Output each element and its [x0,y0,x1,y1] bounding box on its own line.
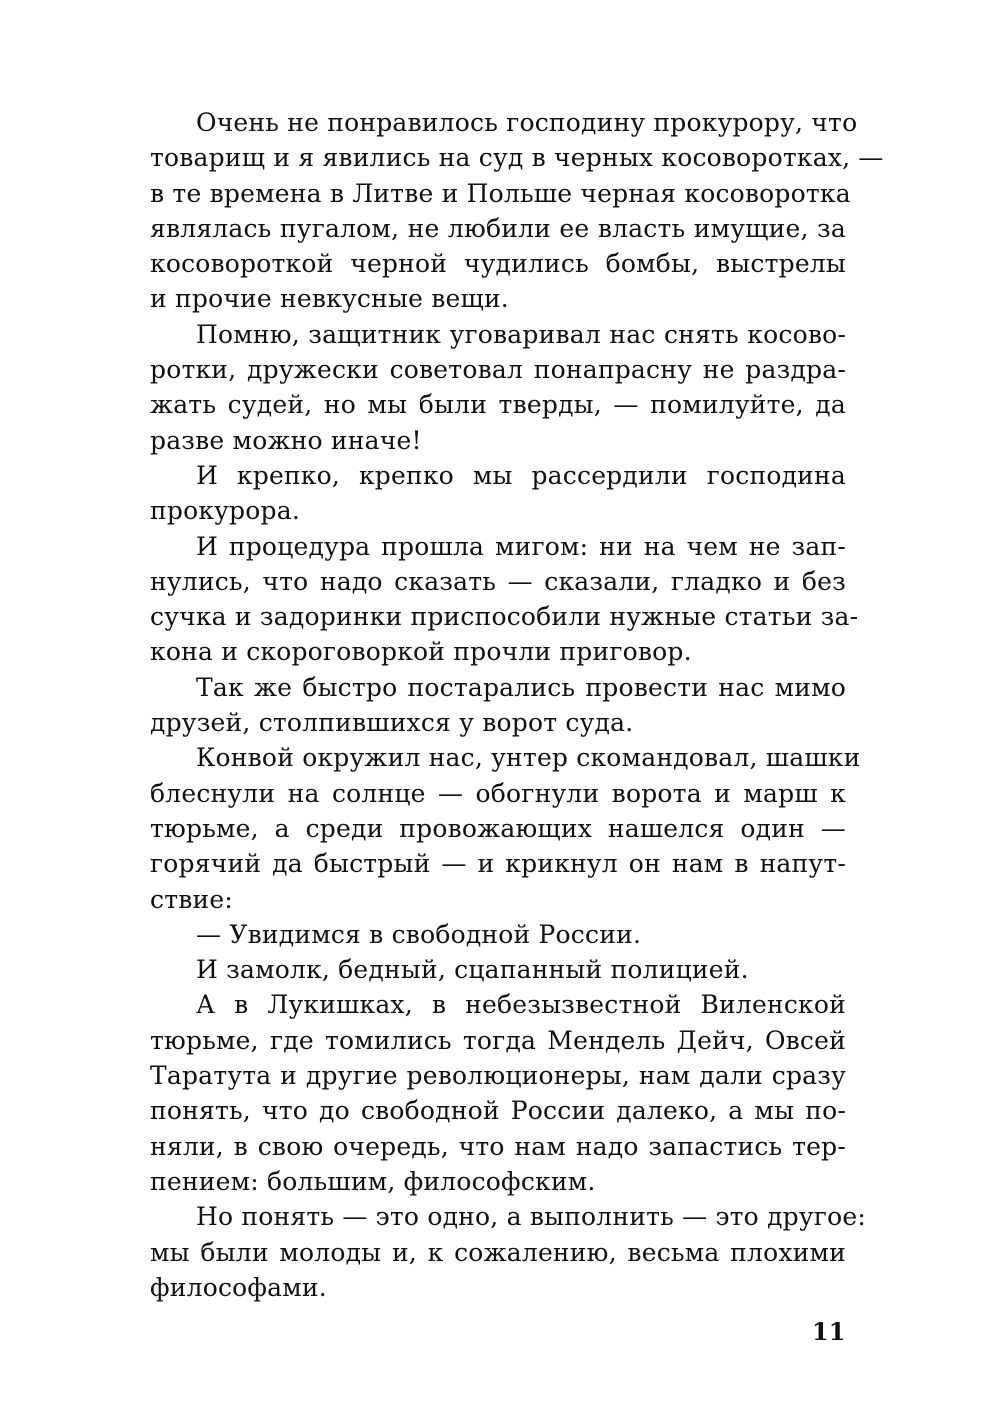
text-line: Конвой окружил нас, унтер скомандовал, шашки [196,743,861,773]
text-line: нулись, что надо сказать — сказали, гладко и без [150,566,846,596]
text-line: Очень не понравилось господину прокурору, что [196,108,858,137]
text-line: жать судей, но мы были тверды, — помилуйте, да [150,390,846,420]
text-line: няли, в свою очередь, что нам надо запастись тер- [150,1131,846,1161]
text-line: горячий да быстрый — и крикнул он нам в напут- [150,849,846,879]
text-line: косовороткой черной чудились бомбы, выстрелы [150,249,846,279]
paragraph-6 [150,740,861,916]
paragraph-8 [150,952,846,987]
text-line: мы были молоды и, к сожалению, весьма плохими [150,1237,846,1267]
paragraph-10 [150,1199,866,1305]
text-line: тюрьме, где томились тогда Мендель Дейч, Овсей [150,1025,846,1055]
paragraph-4 [150,529,859,670]
paragraph-1 [150,105,884,317]
paragraph-9 [150,987,846,1199]
paragraph-5 [150,670,846,741]
text-line: друзей, столпившихся у ворот суда. [150,708,634,738]
text-line: являлась пугалом, не любили ее власть имущие, за [150,213,846,243]
text-line: понять, что до свободной России далеко, а мы по- [150,1096,846,1126]
text-line: прокурора. [150,496,300,526]
text-line: философами. [150,1272,327,1302]
text-line: И замолк, бедный, сцапанный полицией. [196,955,749,985]
text-line: А в Лукишках, в небезызвестной Виленской [196,990,846,1020]
text-line: — Увидимся в свободной России. [196,919,642,949]
text-line: Таратута и другие революционеры, нам дали сразу [150,1061,846,1091]
page-number: 11 [812,1317,846,1346]
text-line: разве можно иначе! [150,425,422,455]
text-line: и прочие невкусные вещи. [150,284,509,314]
page-body [150,105,884,1305]
text-line: Но понять — это одно, а выполнить — это другое: [196,1202,866,1232]
paragraph-3 [150,458,846,529]
text-line: ротки, дружески советовал понапрасну не раздра- [150,355,846,385]
text-line: кона и скороговоркой прочли приговор. [150,637,692,667]
text-line: Помню, защитник уговаривал нас снять косово- [196,319,846,349]
text-line: в те времена в Литве и Польше черная косоворотка [150,178,851,208]
text-line: И процедура прошла мигом: ни на чем не зап- [196,531,846,561]
text-line: товарищ и я явились на суд в черных косоворотках, — [150,143,884,173]
text-line: И крепко, крепко мы рассердили господина [196,460,846,490]
text-line: ствие: [150,884,233,914]
paragraph-2 [150,317,846,458]
text-line: тюрьме, а среди провожающих нашелся один — [150,813,846,843]
text-line: сучка и задоринки приспособили нужные статьи за- [150,602,859,632]
text-line: пением: большим, философским. [150,1166,596,1196]
paragraph-7 [150,917,846,952]
text-line: блеснули на солнце — обогнули ворота и марш к [150,778,846,808]
text-line: Так же быстро постарались провести нас мимо [196,672,846,702]
